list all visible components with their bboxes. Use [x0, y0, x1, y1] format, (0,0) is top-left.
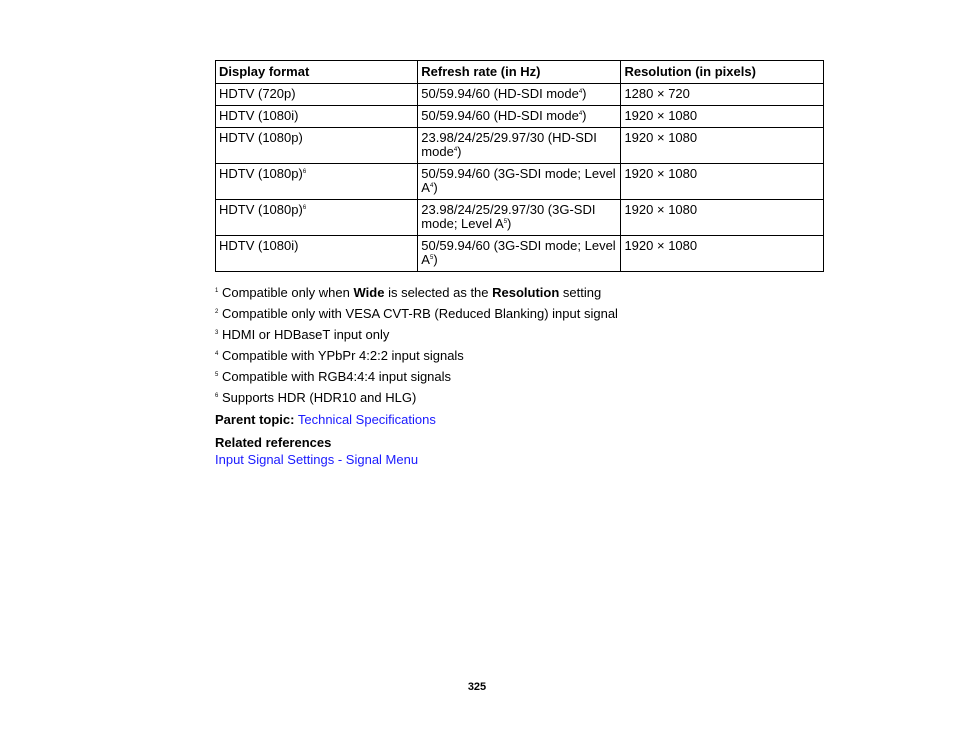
footnote-text: Compatible with YPbPr 4:2:2 input signals — [221, 348, 464, 363]
footnote-6 — [215, 390, 618, 411]
footnote-1: $^1$ Compatible only when Wide is selected as the Resolution setting — [215, 285, 602, 300]
cell-resolution: 1280 × 720 — [621, 84, 824, 106]
cell-display-format: HDTV $(1080p)^6$ — [216, 164, 418, 200]
footnote-number: 4 — [215, 351, 219, 357]
column-header-refresh-rate: Refresh rate (in Hz) — [418, 61, 621, 84]
footnote-5 — [215, 369, 618, 390]
footnote-number: 1 — [215, 288, 219, 294]
footnote-number: 5 — [215, 372, 219, 378]
cell-display-format: HDTV $(1080p)^6$ — [216, 200, 418, 236]
table-row — [216, 106, 824, 128]
cell-display-format: HDTV (1080p) — [216, 128, 418, 164]
cell-resolution: 1920 × 1080 — [621, 200, 824, 236]
cell-display-format: HDTV (1080i) — [216, 236, 418, 272]
cell-refresh-rate: 50/59.94/60 (3G-SDI mode; Level $A^5$) — [418, 236, 621, 272]
related-references-heading: Related references — [215, 435, 332, 450]
cell-resolution: 1920 × 1080 — [621, 236, 824, 272]
footnote-text: HDMI or HDBaseT input only — [221, 327, 390, 342]
cell-refresh-rate: 23.98/24/25/29.97/30 (HD-SDI mode$^4$) — [418, 128, 621, 164]
cell-resolution: 1920 × 1080 — [621, 164, 824, 200]
footnote-text: Supports HDR (HDR10 and HLG) — [221, 390, 417, 405]
setting-name-wide: Wide — [353, 285, 385, 300]
parent-topic — [215, 412, 436, 427]
cell-display-format: HDTV (720p) — [216, 84, 418, 106]
table-header-row — [216, 61, 824, 84]
column-header-display-format: Display format — [216, 61, 418, 84]
footnote-number: 2 — [215, 309, 219, 315]
footnote-2 — [215, 306, 618, 327]
table-row — [216, 128, 824, 164]
column-header-resolution: Resolution (in pixels) — [621, 61, 824, 84]
table-row — [216, 84, 824, 106]
page-number: 325 — [467, 681, 487, 693]
cell-refresh-rate: 23.98/24/25/29.97/30 (3G-SDI mode; Level $A^5$) — [418, 200, 621, 236]
table-row — [216, 236, 824, 272]
parent-topic-link[interactable]: Technical Specifications — [297, 412, 436, 427]
footnote-text: Compatible with RGB4:4:4 input signals — [221, 369, 452, 384]
footnote-3 — [215, 327, 618, 348]
cell-resolution: 1920 × 1080 — [621, 106, 824, 128]
footnote-text: Compatible only with VESA CVT-RB (Reduced Blanking) input signal — [221, 306, 618, 321]
footnote-number: 3 — [215, 330, 219, 336]
signal-spec-table — [215, 60, 824, 272]
table-row — [216, 200, 824, 236]
cell-refresh-rate: 50/59.94/60 (3G-SDI mode; Level $A^4$) — [418, 164, 621, 200]
related-references — [215, 434, 418, 468]
table-row — [216, 164, 824, 200]
footnote-4 — [215, 348, 618, 369]
parent-topic-label: Parent topic: — [215, 412, 295, 427]
related-reference-link[interactable]: Input Signal Settings - Signal Menu — [215, 452, 419, 467]
footnotes — [215, 285, 618, 411]
footnote-number: 6 — [215, 393, 219, 399]
setting-name-resolution: Resolution — [492, 285, 560, 300]
cell-display-format: HDTV (1080i) — [216, 106, 418, 128]
cell-refresh-rate: 50/59.94/60 (HD-SDI mode$^4$) — [418, 106, 621, 128]
cell-refresh-rate: 50/59.94/60 (HD-SDI mode$^4$) — [418, 84, 621, 106]
cell-resolution: 1920 × 1080 — [621, 128, 824, 164]
